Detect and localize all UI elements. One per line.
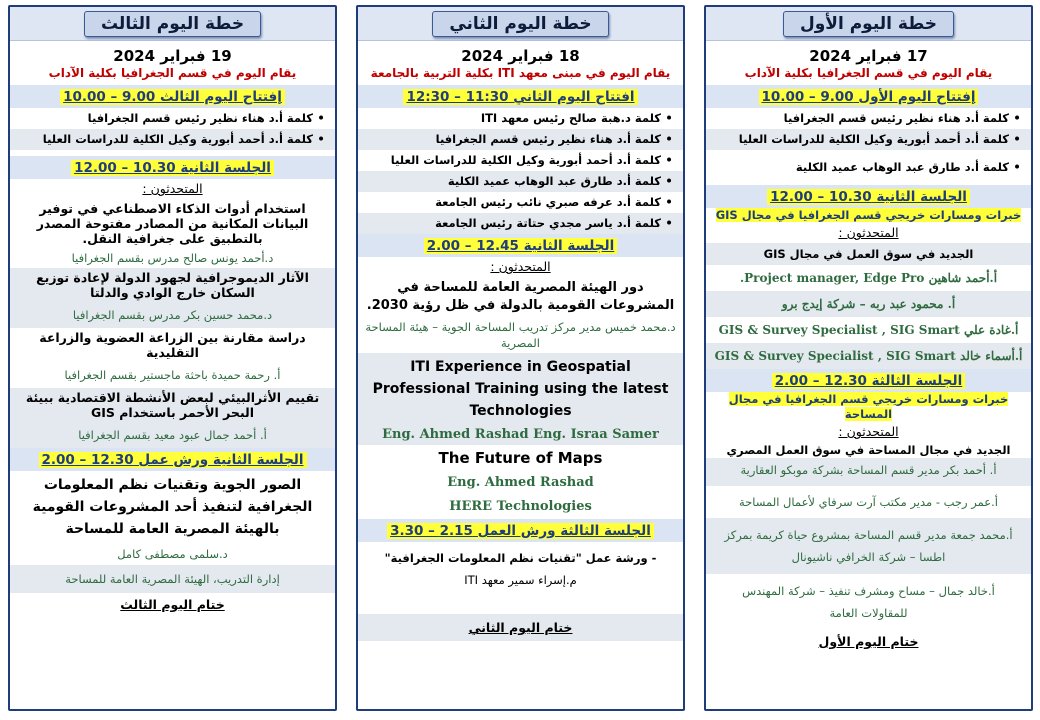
list-item: أ.أسماء خالد GIS & Survey Specialist , SIG Smart (706, 343, 1031, 369)
day2-talk1-speaker: د.محمد خميس مدير مركز تدريب المساحة الجوية – هيئة المساحة المصرية (365, 320, 676, 350)
day1-speakers-label-2: المتحدثون : (838, 424, 899, 439)
list-item: أ.أحمد شاهين Project manager, Edge Pro. (739, 271, 998, 285)
day1-session3-subtitle: خبرات ومسارات خريجي قسم الجغرافيا في مجال المساحة (706, 392, 1031, 422)
day2-title: خطة اليوم الثاني (432, 11, 608, 37)
list-item: • كلمة أ.د هناء نظير رئيس قسم الجغرافيا (87, 111, 325, 125)
day2-workshop: - ورشة عمل "تقنيات نظم المعلومات الجغرافية" (384, 551, 657, 565)
day3-column (8, 5, 337, 711)
list-item: • كلمة د.هبة صالح رئيس معهد ITI (480, 111, 673, 125)
day2-speakers-label: المتحدثون : (490, 259, 551, 274)
day2-talk3-org: HERE Technologies (449, 499, 592, 514)
day1-session2: الجلسة الثانية 10.30 – 12.00 (706, 185, 1031, 208)
list-item: • كلمة أ.د أحمد أبورية وكيل الكلية للدراسات العليا (390, 153, 673, 167)
day2-talk3-speaker: Eng. Ahmed Rashad (447, 475, 594, 490)
day3-workshop-org: إدارة التدريب، الهيئة المصرية العامة للمساحة (10, 565, 335, 593)
day1-column (704, 5, 1033, 711)
day3-talk-speaker: أ. رحمة حميدة باحثة ماجستير بقسم الجغرافيا (64, 368, 281, 382)
list-item: • كلمة أ.د أحمد أبورية وكيل الكلية للدراسات العليا (706, 129, 1031, 150)
day1-header (706, 7, 1031, 41)
day3-workshop: الصور الجوية وتقنيات نظم المعلومات الجغرافية لتنفيذ أحد المشروعات القومية بالهيئة المصرية العامة للمساحة (32, 477, 313, 537)
day2-talk1: دور الهيئة المصرية العامة للمساحة في المشروعات القومية بالدولة في ظل رؤية 2030. (366, 280, 675, 313)
day3-title: خطة اليوم الثالث (84, 11, 261, 37)
day3-talk-title: استخدام أدوات الذكاء الاصطناعي في توفير البيانات المكانية من المصادر مفتوحة المصدر بالتطبيق على جغرافية النقل. (36, 201, 309, 246)
list-item: • كلمة أ.د هناء نظير رئيس قسم الجغرافيا (358, 129, 683, 150)
list-item: • كلمة أ.د ياسر مجدي حتاتة رئيس الجامعة (358, 213, 683, 234)
day3-opening: إفتتاح اليوم الثالث 9.00 – 10.00 (10, 85, 335, 108)
day1-title: خطة اليوم الأول (783, 11, 954, 37)
day2-talk2: ITI Experience in Geospatial Professional Training using the latest Technologies (358, 353, 683, 425)
day2-venue: يقام اليوم في مبنى معهد ITI بكلية التربية بالجامعة (370, 66, 671, 80)
day2-header (358, 7, 683, 41)
list-item: أ.خالد جمال – مساح ومشرف تنفيذ – شركة المهندس للمقاولات العامة (742, 584, 995, 620)
day3-talk-title: الآثار الديموجرافية لجهود الدولة لإعادة توزيع السكان خارج الوادي والدلتا (10, 268, 335, 302)
day2-talk3: The Future of Maps (438, 449, 603, 467)
day3-talk-speaker: د.محمد حسين بكر مدرس بقسم الجغرافيا (10, 302, 335, 328)
day2-closing: ختام اليوم الثاني (358, 614, 683, 641)
day1-venue: يقام اليوم في قسم الجغرافيا بكلية الآداب (744, 66, 993, 80)
day1-s3-topic: الجديد في مجال المساحة في سوق العمل المصري (726, 443, 1011, 457)
list-item: • كلمة أ.د طارق عبد الوهاب عميد الكلية (358, 171, 683, 192)
day2-session3: الجلسة الثالثة ورش العمل 2.15 – 3.30 (358, 519, 683, 542)
list-item: • كلمة أ.د هناء نظير رئيس قسم الجغرافيا (783, 111, 1021, 125)
day3-session3: الجلسة الثانية ورش عمل 12.30 – 2.00 (10, 448, 335, 471)
list-item: أ.عمر رجب - مدير مكتب آرت سرفاي لأعمال المساحة (739, 495, 998, 509)
day1-speakers-label: المتحدثون : (838, 225, 899, 240)
day3-date: 19 فبراير 2024 (113, 47, 232, 65)
day3-talk-title: تقييم الأثرالبيئي لبعض الأنشطة الاقتصادية ببيئة البحر الأحمر باستخدام GIS (10, 388, 335, 422)
day2-column (356, 5, 685, 711)
day1-s2-topic: الجديد في سوق العمل في مجال GIS (706, 243, 1031, 265)
list-item: أ. محمود عبد ربه – شركة إيدج برو (706, 291, 1031, 317)
day2-workshop-speaker: م.إسراء سمير معهد ITI (464, 573, 577, 587)
list-item: • كلمة أ.د أحمد أبورية وكيل الكلية للدراسات العليا (10, 129, 335, 150)
list-item: • كلمة أ.د طارق عبد الوهاب عميد الكلية (795, 160, 1021, 174)
day3-header (10, 7, 335, 41)
day2-date: 18 فبراير 2024 (461, 47, 580, 65)
day3-workshop-speaker: د.سلمى مصطفى كامل (117, 547, 228, 561)
day3-session2: الجلسة الثانية 10.30 – 12.00 (10, 156, 335, 179)
day1-session2-subtitle: خبرات ومسارات خريجي قسم الجغرافيا في مجال GIS (706, 208, 1031, 223)
day2-session2: الجلسة الثانية 12.45 – 2.00 (358, 234, 683, 257)
list-item: • كلمة أ.د عرفه صبري نائب رئيس الجامعة (435, 195, 673, 209)
day2-talk2-speakers: Eng. Ahmed Rashad Eng. Israa Samer (358, 425, 683, 445)
day1-date: 17 فبراير 2024 (809, 47, 928, 65)
day1-closing: ختام اليوم الأول (818, 634, 919, 649)
day3-speakers-label: المتحدثون : (142, 181, 203, 196)
day3-closing: ختام اليوم الثالث (120, 597, 225, 612)
list-item: أ. أحمد بكر مدير قسم المساحة بشركة موبكو العقارية (706, 458, 1031, 486)
list-item: أ.غادة علي GIS & Survey Specialist , SIG Smart (718, 323, 1019, 337)
list-item: أ.محمد جمعة مدير قسم المساحة بمشروع حياة كريمة بمركز اطسا – شركة الخرافي ناشيونال (706, 518, 1031, 574)
day3-talk-title: دراسة مقارنة بين الزراعة العضوية والزراعة التقليدية (39, 330, 306, 360)
day3-venue: يقام اليوم في قسم الجغرافيا بكلية الآداب (48, 66, 297, 80)
day3-talk-speaker: د.أحمد يونس صالح مدرس بقسم الجغرافيا (71, 251, 274, 265)
day1-opening: إفتتاح اليوم الأول 9.00 – 10.00 (706, 85, 1031, 108)
day1-session3: الجلسة الثالثة 12.30 – 2.00 (706, 369, 1031, 392)
day3-talk-speaker: أ. أحمد جمال عبود معيد بقسم الجغرافيا (10, 422, 335, 448)
day2-opening: افتتاح اليوم الثاني 11:30 – 12:30 (358, 85, 683, 108)
